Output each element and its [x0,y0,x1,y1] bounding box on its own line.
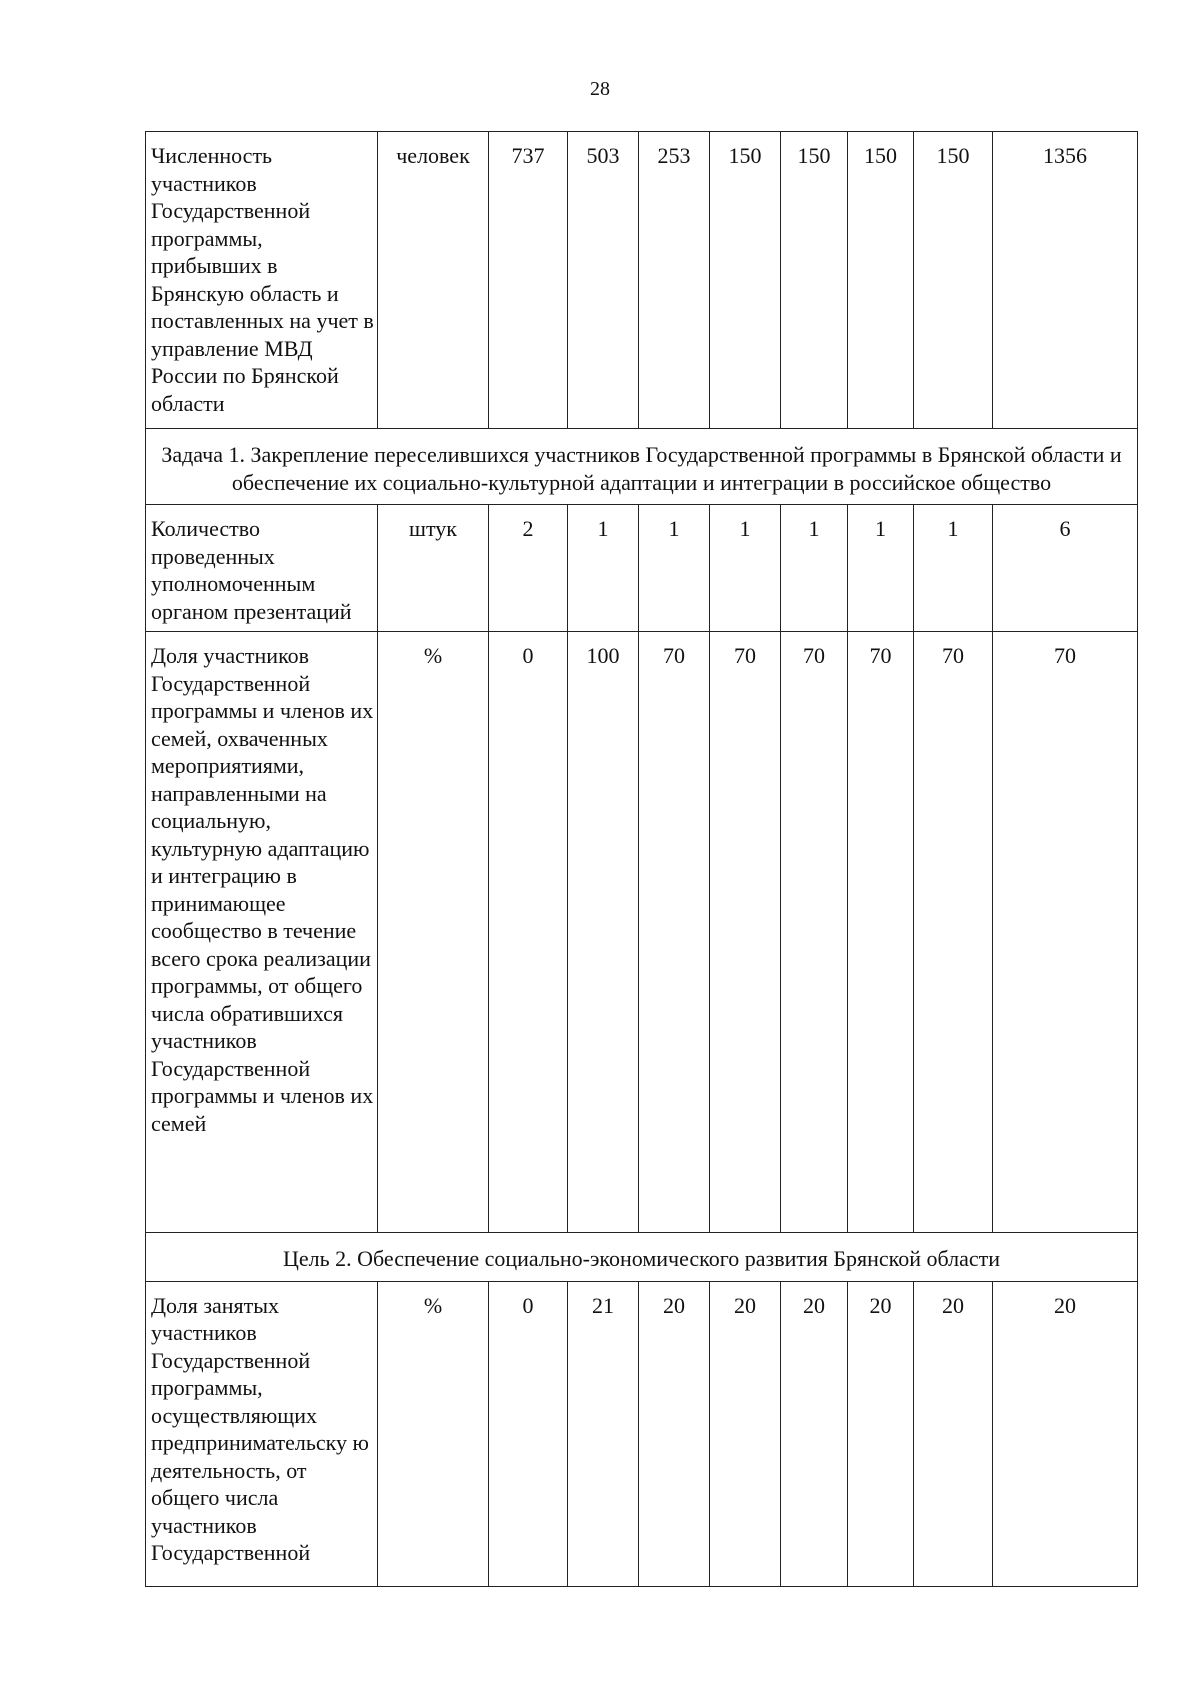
value-cell: 150 [848,132,914,429]
value-cell: 253 [639,132,710,429]
table-row [146,632,1138,1233]
value-cell: 20 [639,1281,710,1586]
value-cell: 70 [781,632,848,1233]
value-cell: 1 [781,505,848,632]
total-cell: 1356 [993,132,1138,429]
value-cell: 1 [914,505,993,632]
section-heading: Цель 2. Обеспечение социально-экономического развития Брянской области [146,1233,1138,1282]
table-row [146,1281,1138,1586]
value-cell: 150 [781,132,848,429]
unit-cell: % [378,632,489,1233]
indicator-name: Количество проведенных уполномоченным органом презентаций [146,505,378,632]
section-row [146,429,1138,505]
value-cell: 1 [568,505,639,632]
value-cell: 2 [489,505,568,632]
value-cell: 0 [489,632,568,1233]
value-cell: 20 [710,1281,781,1586]
value-cell: 70 [914,632,993,1233]
value-cell: 1 [639,505,710,632]
page-number: 28 [590,78,610,100]
value-cell: 20 [914,1281,993,1586]
total-cell: 20 [993,1281,1138,1586]
value-cell: 1 [710,505,781,632]
value-cell: 21 [568,1281,639,1586]
indicators-table [145,131,1138,1587]
indicator-name: Численность участников Государственной программы, прибывших в Брянскую область и поставленных на учет в управление МВД России по Брянской области [146,132,378,429]
value-cell: 503 [568,132,639,429]
value-cell: 150 [710,132,781,429]
value-cell: 70 [639,632,710,1233]
table-row [146,505,1138,632]
value-cell: 100 [568,632,639,1233]
table-row [146,132,1138,429]
indicator-name: Доля участников Государственной программы и членов их семей, охваченных мероприятиями, направленными на социальную, культурную адаптацию и интеграцию в принимающее сообщество в течение всего срока реализации программы, от общего числа обратившихся участников Государственной программы и членов их семей [146,632,378,1233]
value-cell: 1 [848,505,914,632]
total-cell: 70 [993,632,1138,1233]
value-cell: 20 [848,1281,914,1586]
section-row [146,1233,1138,1282]
value-cell: 150 [914,132,993,429]
total-cell: 6 [993,505,1138,632]
unit-cell: человек [378,132,489,429]
value-cell: 20 [781,1281,848,1586]
indicator-name: Доля занятых участников Государственной программы, осуществляющих предпринимательску ю деятельность, от общего числа участников Государственной [146,1281,378,1586]
value-cell: 70 [848,632,914,1233]
unit-cell: % [378,1281,489,1586]
unit-cell: штук [378,505,489,632]
value-cell: 737 [489,132,568,429]
value-cell: 0 [489,1281,568,1586]
value-cell: 70 [710,632,781,1233]
section-heading: Задача 1. Закрепление переселившихся участников Государственной программы в Брянской области и обеспечение их социально-культурной адаптации и интеграции в российское общество [146,429,1138,505]
